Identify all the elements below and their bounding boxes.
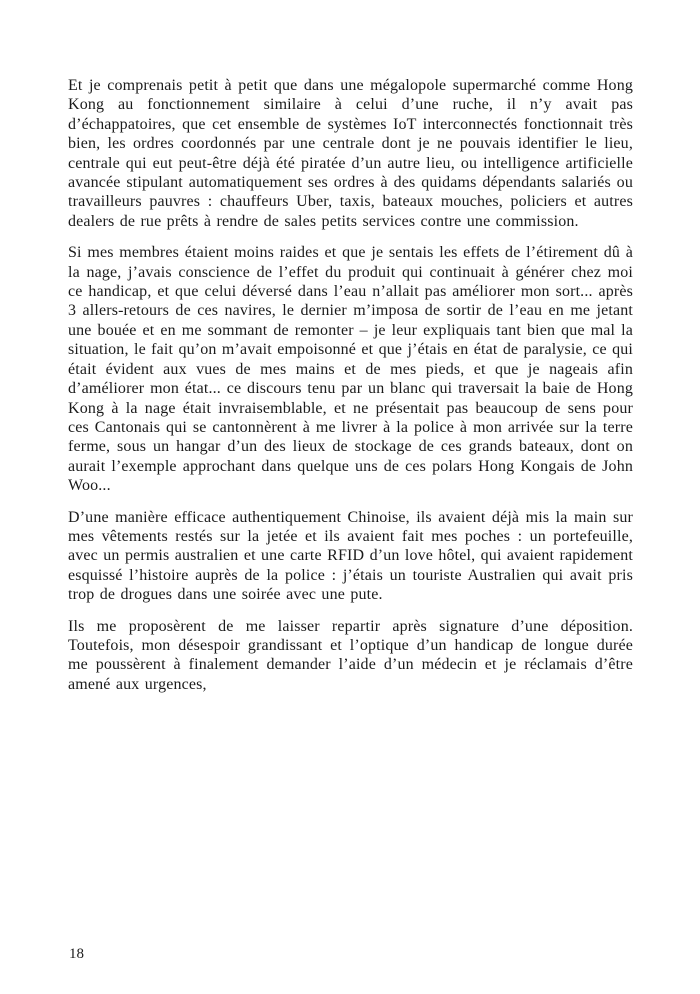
page-number: 18	[69, 946, 84, 962]
paragraph: Ils me proposèrent de me laisser repartir après signature d’une déposition. Toutefois, mon désespoir grandissant et l’optique d’un handicap de longue durée me poussèrent à finalement demander l’aide d’un médecin et je réclamais d’être amené aux urgences,	[68, 617, 633, 693]
paragraph: Si mes membres étaient moins raides et que je sentais les effets de l’étirement dû à la nage, j’avais conscience de l’effet du produit qui continuait à générer chez moi ce handicap, et que celui déversé dans l’eau n’allait pas améliorer mon sort... après 3 allers-retours de ces navires, le dernier m’imposa de sortir de l’eau en me jetant une bouée et en me sommant de remonter – je leur expliquais tant bien que mal la situation, le fait qu’on m’avait empoisonné et que j’étais en état de paralysie, ce qui était évident aux vues de mes mains et de mes pieds, et que je nageais afin d’améliorer mon état... ce discours tenu par un blanc qui traversait la baie de Hong Kong à la nage était invraisemblable, et ne présentait pas beaucoup de sens pour ces Cantonais qui se cantonnèrent à me livrer à la police à mon arrivée sur la terre ferme, sous un hangar d’un des lieux de stockage de ces grands bateaux, dont on aurait l’exemple approchant dans quelque uns de ces polars Hong Kongais de John Woo...	[68, 244, 633, 495]
paragraph: Et je comprenais petit à petit que dans une mégalopole supermarché comme Hong Kong au fonctionnement similaire à celui d’une ruche, il n’y avait pas d’échappatoires, que cet ensemble de systèmes IoT interconnectés fonctionnait très bien, les ordres coordonnés par une centrale dont je ne pouvais identifier le lieu, centrale qui eut peut-être déjà été piratée d’un autre lieu, ou intelligence artificielle avancée stipulant automatiquement ses ordres à des quidams dépendants salariés ou travailleurs pauvres : chauffeurs Uber, taxis, bateaux mouches, policiers et autres dealers de rue prêts à rendre de sales petits services contre une commission.	[68, 77, 633, 230]
text-block	[68, 76, 633, 694]
paragraph: D’une manière efficace authentiquement Chinoise, ils avaient déjà mis la main sur mes vêtements restés sur la jetée et ils avaient fait mes poches : un portefeuille, avec un permis australien et une carte RFID d’un love hôtel, qui avaient rapidement esquissé l’histoire auprès de la police : j’étais un touriste Australien qui avait pris trop de drogues dans une soirée avec une pute.	[68, 508, 633, 604]
